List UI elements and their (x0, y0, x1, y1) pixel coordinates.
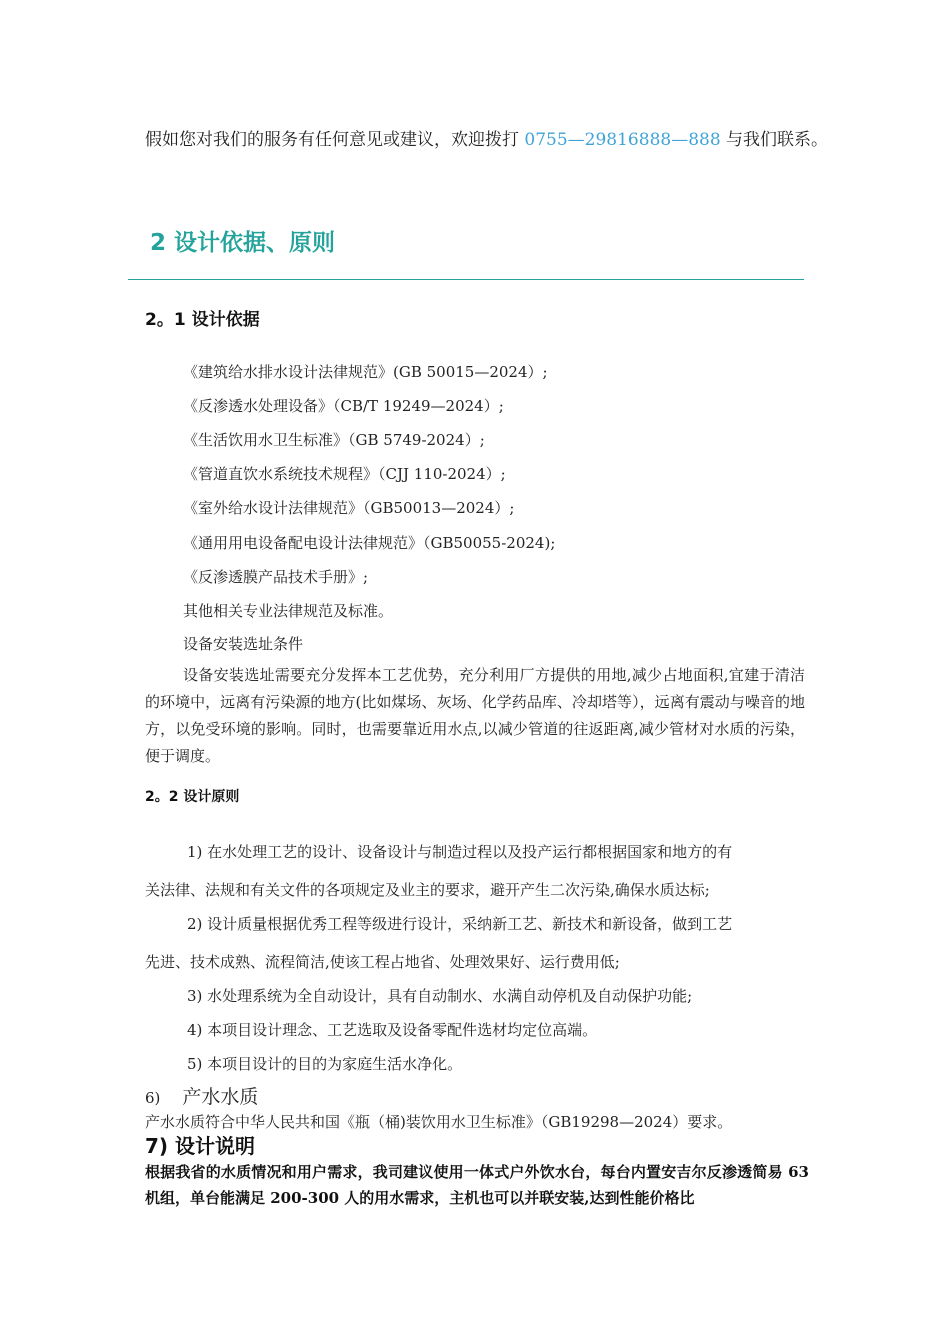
site-conditions-label: 设备安装选址条件 (183, 635, 304, 653)
water-quality-text: 产水水质符合中华人民共和国《瓶（桶)装饮用水卫生标准》（GB19298—2024）要求。 (145, 1113, 733, 1131)
reference-item: 《建筑给水排水设计法律规范》(GB 50015—2024）; (183, 363, 548, 381)
principle-item (145, 1019, 805, 1040)
intro-text-after: 与我们联系。 (720, 130, 829, 150)
principle-line: 4) 本项目设计理念、工艺选取及设备零配件选材均定位高端。 (187, 1021, 598, 1039)
intro-paragraph (145, 122, 835, 158)
principle-item (145, 913, 805, 972)
item-number: 6) (145, 1089, 161, 1107)
principle-item (145, 1053, 805, 1074)
design-basis-heading: 2。1 设计依据 (145, 310, 260, 330)
reference-item: 《生活饮用水卫生标准》（GB 5749-2024）; (183, 431, 485, 449)
reference-item: 《反渗透膜产品技术手册》; (183, 568, 369, 586)
principle-line: 2) 设计质量根据优秀工程等级进行设计，采纳新工艺、新技术和新设备，做到工艺 (187, 915, 733, 933)
reference-item: 《反渗透水处理设备》（CB/T 19249—2024）; (183, 397, 504, 415)
section-divider (128, 279, 804, 280)
reference-item: 《通用用电设备配电设计法律规范》（GB50055-2024); (183, 534, 556, 552)
principle-line: 关法律、法规和有关文件的各项规定及业主的要求，避开产生二次污染,确保水质达标; (145, 881, 710, 899)
design-principles-heading: 2。2 设计原则 (145, 789, 240, 805)
principle-line: 先进、技术成熟、流程简洁,使该工程占地省、处理效果好、运行费用低; (145, 953, 620, 971)
reference-item: 其他相关专业法律规范及标准。 (183, 602, 394, 620)
reference-item: 《管道直饮水系统技术规程》（CJJ 110-2024）; (183, 465, 506, 483)
reference-item: 《室外给水设计法律规范》（GB50013—2024）; (183, 499, 515, 517)
contact-phone-number: 0755—29816888—888 (524, 130, 721, 150)
intro-text-before: 假如您对我们的服务有任何意见或建议，欢迎拨打 (145, 130, 525, 150)
water-quality-heading (145, 1082, 258, 1109)
design-description-heading: 7) 设计说明 (145, 1134, 256, 1158)
site-selection-paragraph: 设备安装选址需要充分发挥本工艺优势，充分利用厂方提供的用地,减少占地面积,宜建于清洁的环境中，远离有污染源的地方(比如煤场、灰场、化学药品库、冷却塔等），远离有震动与噪音的地方，以免受环境的影响。同时，也需要靠近用水点,以减少管道的往返距离,减少管材对水质的污染，便于调度。 (145, 666, 805, 765)
principle-item (145, 985, 805, 1006)
principle-line: 5) 本项目设计的目的为家庭生活水净化。 (187, 1055, 463, 1073)
principle-line: 1) 在水处理工艺的设计、设备设计与制造过程以及投产运行都根据国家和地方的有 (187, 843, 733, 861)
section-title: 2 设计依据、原则 (150, 230, 336, 256)
design-description-paragraph: 根据我省的水质情况和用户需求，我司建议使用一体式户外饮水台，每台内置安吉尔反渗透简易 63 机组，单台能满足 200-300 人的用水需求，主机也可以并联安装,达到性能价格比 (145, 1163, 809, 1207)
principle-item (145, 841, 805, 900)
principle-line: 3) 水处理系统为全自动设计，具有自动制水、水满自动停机及自动保护功能; (187, 987, 693, 1005)
item-title: 产水水质 (182, 1086, 259, 1108)
